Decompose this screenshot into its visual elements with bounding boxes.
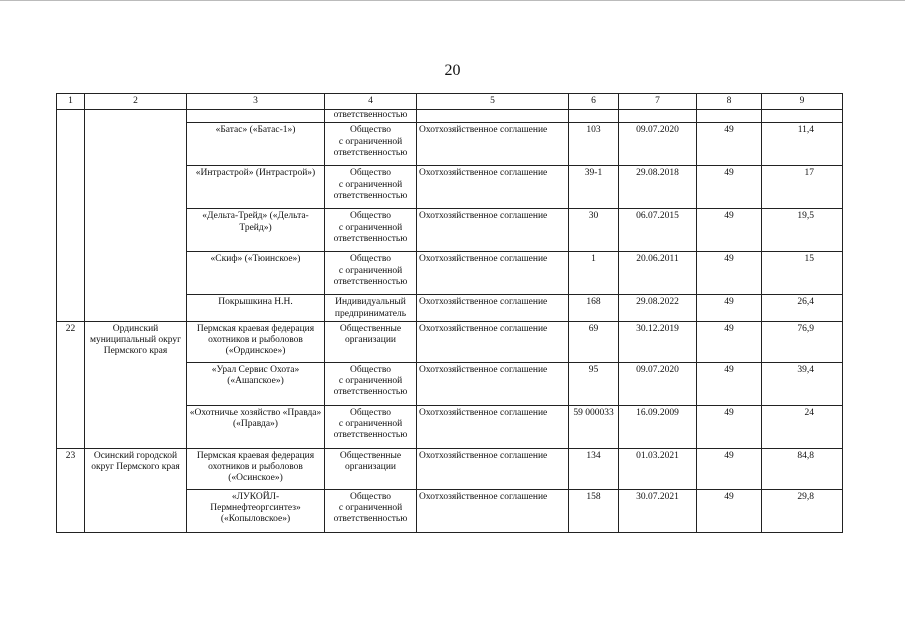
column-header: 4 [325,94,417,110]
org-form-line: предприниматель [334,308,407,319]
org-form-line: Общество [349,491,391,502]
doc-number-cell: 30 [569,209,619,252]
doc-number-cell: 103 [569,123,619,166]
area-cell: 39,4 [762,362,843,405]
org-form-line: Общество [349,364,391,375]
org-form-line: организации [344,335,396,346]
term-cell: 49 [697,166,762,209]
doc-type-cell: Охотхозяйственное соглашение [417,123,569,166]
column-header: 5 [417,94,569,110]
org-form-line: Общественные [339,323,402,334]
org-form-line: Общество [349,125,391,136]
doc-type-cell: Охотхозяйственное соглашение [417,489,569,532]
term-cell: 49 [697,362,762,405]
org-form-cell [325,448,417,489]
row-number-cell: 22 [57,321,85,448]
org-form-cell [325,123,417,166]
district-cell: Ординский муниципальный округ Пермского края [85,321,187,448]
user-name-cell: «Интрастрой» (Интрастрой») [187,166,325,209]
doc-number-cell: 59 000033 [569,405,619,448]
org-form-cell [325,166,417,209]
user-name-cell: «Батас» («Батас-1») [187,123,325,166]
org-form-line: Общество [349,168,391,179]
area-cell: 11,4 [762,123,843,166]
org-form-line: с ограниченной [338,265,403,276]
org-form-line: ответственностью [333,147,408,158]
term-cell: 49 [697,209,762,252]
doc-number-cell: 158 [569,489,619,532]
area-cell: 19,5 [762,209,843,252]
doc-date-cell: 29.08.2018 [619,166,697,209]
user-name-cell [187,110,325,123]
area-cell [762,110,843,123]
table-row-continued [57,110,843,123]
term-cell: 49 [697,252,762,295]
doc-type-cell [417,110,569,123]
user-name-cell: «Охотничье хозяйство «Правда» («Правда») [187,405,325,448]
doc-type-cell: Охотхозяйственное соглашение [417,252,569,295]
doc-number-cell: 39-1 [569,166,619,209]
row-number-cell [57,110,85,322]
org-form-line: с ограниченной [338,179,403,190]
table-row [57,448,843,489]
user-name-cell: «Урал Сервис Охота» («Ашапское») [187,362,325,405]
term-cell: 49 [697,448,762,489]
area-cell: 17 [762,166,843,209]
org-form-line: Общество [349,407,391,418]
org-form-line: ответственностью [333,430,408,441]
doc-date-cell: 20.06.2011 [619,252,697,295]
org-form-line: с ограниченной [338,222,403,233]
doc-date-cell: 01.03.2021 [619,448,697,489]
doc-date-cell: 16.09.2009 [619,405,697,448]
org-form-cell: ответственностью [325,110,417,123]
doc-date-cell: 30.12.2019 [619,321,697,362]
doc-number-cell: 69 [569,321,619,362]
page-number: 20 [444,62,461,79]
doc-type-cell: Охотхозяйственное соглашение [417,321,569,362]
user-name-cell: Пермская краевая федерация охотников и рыболовов («Ординское») [187,321,325,362]
column-header: 8 [697,94,762,110]
doc-number-cell: 168 [569,295,619,322]
district-cell: Осинский городской округ Пермского края [85,448,187,532]
org-form-line: ответственностью [333,190,408,201]
doc-number-cell: 1 [569,252,619,295]
row-number-cell: 23 [57,448,85,532]
user-name-cell: «ЛУКОЙЛ-Пермнефтеоргсинтез» («Копыловское») [187,489,325,532]
doc-type-cell: Охотхозяйственное соглашение [417,166,569,209]
doc-type-cell: Охотхозяйственное соглашение [417,209,569,252]
org-form-line: Общественные [339,450,402,461]
doc-type-cell: Охотхозяйственное соглашение [417,362,569,405]
doc-date-cell: 06.07.2015 [619,209,697,252]
doc-number-cell: 134 [569,448,619,489]
area-cell: 24 [762,405,843,448]
user-name-cell: «Дельта-Трейд» («Дельта-Трейд») [187,209,325,252]
column-header: 3 [187,94,325,110]
doc-type-cell: Охотхозяйственное соглашение [417,448,569,489]
org-form-line: ответственностью [333,233,408,244]
page-edge [0,0,905,2]
org-form-line: ответственностью [333,514,408,525]
doc-date-cell [619,110,697,123]
org-form-cell [325,252,417,295]
area-cell: 15 [762,252,843,295]
org-form-line: ответственностью [333,276,408,287]
hunting-grounds-table [56,93,843,533]
area-cell: 76,9 [762,321,843,362]
doc-date-cell: 09.07.2020 [619,123,697,166]
doc-number-cell: 95 [569,362,619,405]
org-form-line: Общество [349,254,391,265]
doc-date-cell: 09.07.2020 [619,362,697,405]
org-form-line: с ограниченной [338,503,403,514]
column-header: 2 [85,94,187,110]
org-form-line: ответственностью [333,387,408,398]
org-form-cell [325,405,417,448]
term-cell: 49 [697,295,762,322]
term-cell [697,110,762,123]
district-cell [85,110,187,322]
org-form-cell [325,209,417,252]
org-form-line: с ограниченной [338,136,403,147]
column-header: 7 [619,94,697,110]
doc-date-cell: 30.07.2021 [619,489,697,532]
org-form-cell [325,362,417,405]
table-row [57,321,843,362]
area-cell: 84,8 [762,448,843,489]
header-row [57,94,843,110]
org-form-line: Общество [349,211,391,222]
doc-type-cell: Охотхозяйственное соглашение [417,295,569,322]
org-form-line: Индивидуальный [335,297,406,308]
doc-number-cell [569,110,619,123]
area-cell: 29,8 [762,489,843,532]
org-form-line: с ограниченной [338,376,403,387]
term-cell: 49 [697,123,762,166]
column-header: 6 [569,94,619,110]
user-name-cell: Пермская краевая федерация охотников и рыболовов («Осинское») [187,448,325,489]
term-cell: 49 [697,405,762,448]
org-form-cell [325,489,417,532]
doc-type-cell: Охотхозяйственное соглашение [417,405,569,448]
column-header: 1 [57,94,85,110]
org-form-cell [325,321,417,362]
org-form-cell [325,295,417,322]
user-name-cell: «Скиф» («Тюинское») [187,252,325,295]
term-cell: 49 [697,489,762,532]
org-form-line: с ограниченной [338,419,403,430]
term-cell: 49 [697,321,762,362]
area-cell: 26,4 [762,295,843,322]
doc-date-cell: 29.08.2022 [619,295,697,322]
org-form-line: организации [344,462,396,473]
column-header: 9 [762,94,843,110]
user-name-cell: Покрышкина Н.Н. [187,295,325,322]
